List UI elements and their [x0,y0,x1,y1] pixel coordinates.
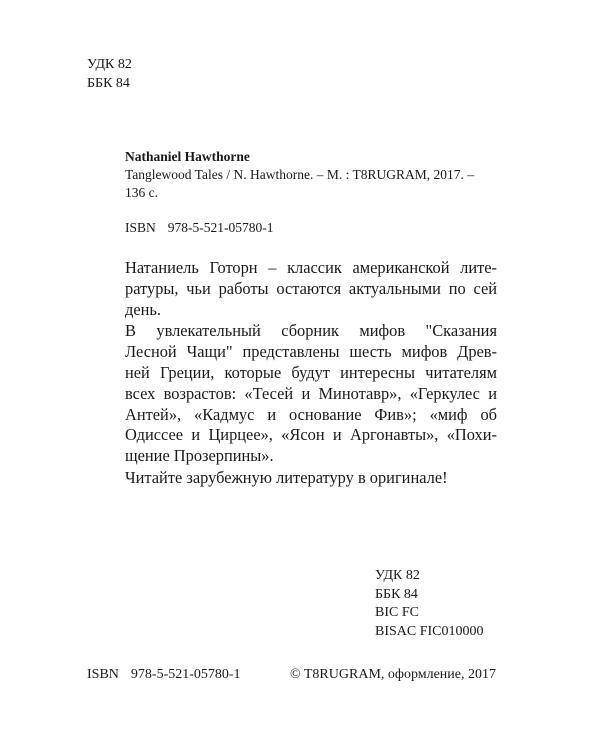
abstract-paragraph-3 [125,468,497,489]
footer-isbn [87,667,241,683]
abstract-line: Одиссее и Цирцее», «Ясон и Аргонавты», «Похи- [125,425,497,445]
author-name: Nathaniel Hawthorne [125,149,250,164]
bbk-code: ББК 84 [87,76,130,91]
classification-top [87,55,132,93]
abstract-line: Читайте зарубежную литературу в оригинале! [125,467,448,487]
footer-isbn-label: ISBN [87,667,119,682]
bibliographic-line-2: 136 с. [125,185,158,200]
abstract-line: Натаниель Готорн – классик американской лите- [125,258,497,277]
isbn-label: ISBN [125,220,156,235]
bisac-code: BISAC FIC010000 [375,623,484,639]
abstract-paragraph-1 [125,258,497,320]
abstract-line: щение Прозерпины». [125,446,274,466]
abstract [125,258,497,489]
abstract-line: В увлекательный сборник мифов "Сказания [125,321,497,341]
abstract-paragraph-2 [125,321,497,467]
abstract-line: день. [125,299,161,319]
bic-code: BIC FC [375,605,419,620]
footer-isbn-value: 978-5-521-05780-1 [130,667,241,682]
udk-code: УДК 82 [87,57,132,72]
isbn-line [125,219,274,236]
abstract-line: Лесной Чащи" представлены шесть мифов Древ- [125,342,497,362]
abstract-line: всех возрастов: «Тесей и Минотавр», «Геркулес и [125,383,497,403]
isbn-value: 978-5-521-05780-1 [167,220,274,235]
copyright-notice: © T8RUGRAM, оформление, 2017 [290,667,497,682]
abstract-line: ней Греции, которые будут интересны читателям [125,362,497,382]
bibliographic-record [125,148,500,202]
abstract-line: Антей», «Кадмус и основание Фив»; «миф об [125,404,497,424]
udk-code: УДК 82 [375,568,420,583]
bbk-code: ББК 84 [375,586,418,602]
abstract-line: ратуры, чьи работы остаются актуальными по сей [125,278,497,298]
classification-bottom [375,567,484,641]
bibliographic-line-1: Tanglewood Tales / N. Hawthorne. – M. : T8RUGRAM, 2017. – [125,167,474,182]
